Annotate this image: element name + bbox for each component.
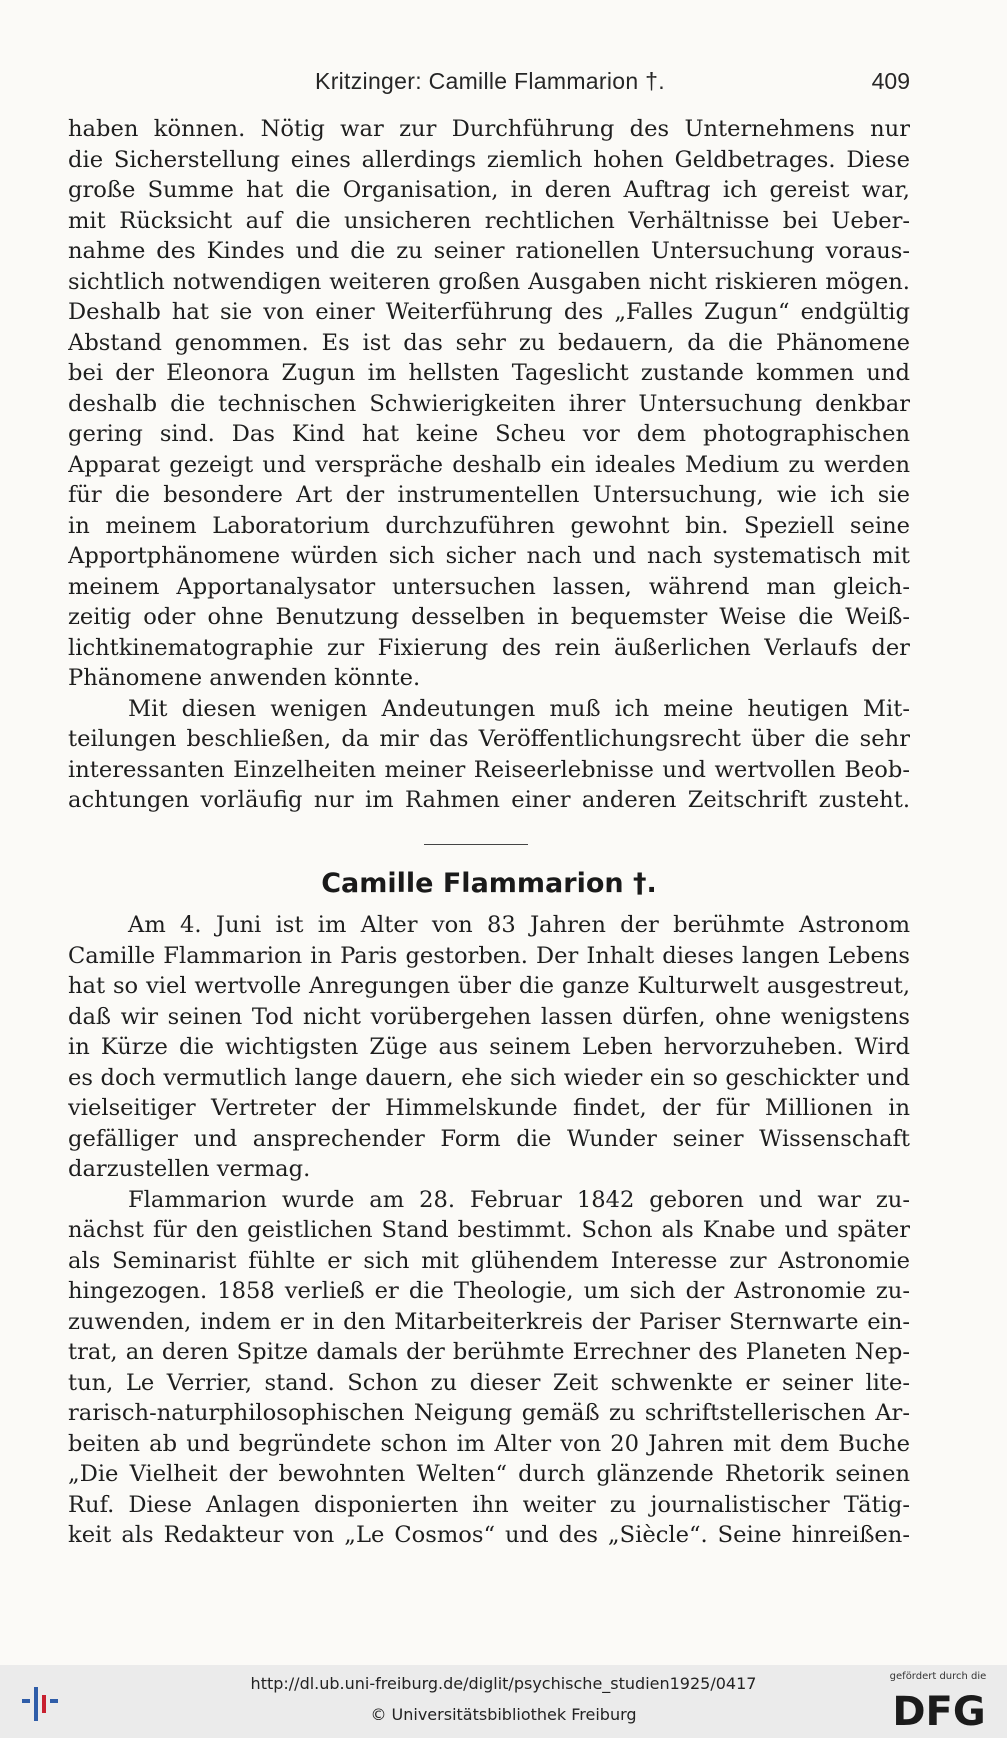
text-line: große Summe hat die Organisation, in deren Auftrag ich gereist war,: [68, 177, 910, 203]
text-line: in meinem Laboratorium durchzuführen gewohnt bin. Speziell seine: [68, 512, 910, 539]
text-line: Phänomene anwenden könnte.: [68, 665, 421, 691]
section-divider: [424, 844, 528, 845]
dfg-logo[interactable]: [883, 1671, 993, 1733]
text-line: teilungen beschließen, da mir das Veröffentlichungsrecht über die sehr: [68, 726, 910, 752]
text-line: „Die Vielheit der bewohnten Welten“ durch glänzende Rhetorik seinen: [68, 1461, 910, 1487]
text-line: zuwenden, indem er in den Mitarbeiterkreis der Pariser Sternwarte ein-: [68, 1308, 910, 1335]
text-line: es doch vermutlich lange dauern, ehe sich wieder ein so geschickter und: [68, 1064, 910, 1091]
text-line: Mit diesen wenigen Andeutungen muß ich meine heutigen Mit-: [128, 695, 910, 722]
text-line: hat so viel wertvolle Anregungen über die ganze Kulturwelt ausgestreut,: [68, 973, 910, 999]
dfg-logo-icon: [889, 1685, 989, 1731]
text-line: Ruf. Diese Anlagen disponierten ihn weiter zu journalistischer Tätig-: [68, 1491, 910, 1518]
paragraph: [68, 694, 910, 816]
text-line: Abstand genommen. Es ist das sehr zu bedauern, da die Phänomene: [68, 329, 910, 356]
permalink-url[interactable]: http://dl.ub.uni-freiburg.de/diglit/psychische_studien1925/0417: [250, 1674, 757, 1693]
text-line: tun, Le Verrier, stand. Schon zu dieser Zeit schwenkte er seiner lite-: [68, 1369, 910, 1396]
text-line: für die besondere Art der instrumentellen Untersuchung, wie ich sie: [68, 482, 910, 508]
page-number: 409: [871, 68, 910, 94]
text-line: als Seminarist fühlte er sich mit glühendem Interesse zur Astronomie: [68, 1247, 910, 1274]
text-line: nächst für den geistlichen Stand bestimmt. Schon als Knabe und später: [68, 1217, 910, 1243]
paragraph: [68, 114, 910, 694]
text-line: vielseitiger Vertreter der Himmelskunde findet, der für Millionen in: [68, 1095, 910, 1121]
text-line: in Kürze die wichtigsten Züge aus seinem Leben hervorzuheben. Wird: [68, 1034, 910, 1060]
obituary-article: [68, 910, 910, 1551]
text-line: Camille Flammarion in Paris gestorben. Der Inhalt dieses langen Lebens: [68, 942, 910, 969]
text-line: hingezogen. 1858 verließ er die Theologie, um sich der Astronomie zu-: [68, 1278, 910, 1304]
text-line: lichtkinematographie zur Fixierung des rein äußerlichen Verlaufs der: [68, 634, 910, 661]
dfg-logo-text: DFG: [892, 1689, 986, 1731]
section-heading: Camille Flammarion †.: [321, 868, 657, 899]
text-line: sichtlich notwendigen weiteren großen Ausgaben nicht riskieren mögen.: [68, 268, 910, 295]
running-title: Kritzinger: Camille Flammarion †.: [315, 68, 665, 94]
text-line: Apparat gezeigt und verspräche deshalb ein ideales Medium zu werden: [68, 451, 910, 478]
copyright-notice: © Universitätsbibliothek Freiburg: [370, 1705, 637, 1724]
text-line: trat, an deren Spitze damals der berühmte Errechner des Planeten Nep-: [68, 1339, 910, 1365]
text-line: Flammarion wurde am 28. Februar 1842 geboren und war zu-: [128, 1186, 910, 1213]
text-line: beiten ab und begründete schon im Alter von 20 Jahren mit dem Buche: [68, 1430, 910, 1457]
text-line: haben können. Nötig war zur Durchführung des Unternehmens nur: [68, 116, 910, 142]
text-line: Deshalb hat sie von einer Weiterführung des „Falles Zugun“ endgültig: [68, 299, 910, 325]
viewer-footer: [0, 1665, 1007, 1738]
text-line: meinem Apportanalysator untersuchen lassen, während man gleich-: [68, 573, 910, 600]
text-line: nahme des Kindes und die zu seiner rationellen Untersuchung voraus-: [68, 238, 910, 264]
paragraph: [68, 1185, 910, 1551]
text-line: gering sind. Das Kind hat keine Scheu vor dem photographischen: [68, 421, 910, 447]
text-line: rarisch-naturphilosophischen Neigung gemäß zu schriftstellerischen Ar-: [68, 1400, 910, 1426]
text-line: daß wir seinen Tod nicht vorübergehen lassen dürfen, ohne wenigstens: [68, 1003, 910, 1030]
text-line: die Sicherstellung eines allerdings ziemlich hohen Geldbetrages. Diese: [68, 146, 910, 173]
paragraph: [68, 910, 910, 1185]
text-line: Apportphänomene würden sich sicher nach und nach systematisch mit: [68, 543, 910, 569]
text-line: interessanten Einzelheiten meiner Reiseerlebnisse und wertvollen Beob-: [68, 756, 910, 783]
article-continuation: [68, 114, 910, 816]
text-line: bei der Eleonora Zugun im hellsten Tageslicht zustande kommen und: [68, 360, 910, 386]
dfg-caption: gefördert durch die: [889, 1671, 987, 1682]
running-header: [70, 68, 910, 102]
text-line: gefälliger und ansprechender Form die Wunder seiner Wissenschaft: [68, 1125, 910, 1152]
text-line: darzustellen vermag.: [68, 1156, 311, 1182]
text-line: keit als Redakteur von „Le Cosmos“ und des „Siècle“. Seine hinreißen-: [68, 1522, 910, 1548]
text-line: Am 4. Juni ist im Alter von 83 Jahren der berühmte Astronom: [128, 912, 910, 938]
text-line: deshalb die technischen Schwierigkeiten ihrer Untersuchung denkbar: [68, 390, 910, 417]
text-line: zeitig oder ohne Benutzung desselben in bequemster Weise die Weiß-: [68, 604, 910, 630]
text-line: achtungen vorläufig nur im Rahmen einer anderen Zeitschrift zusteht.: [68, 787, 910, 813]
text-line: mit Rücksicht auf die unsicheren rechtlichen Verhältnisse bei Ueber-: [68, 207, 910, 234]
